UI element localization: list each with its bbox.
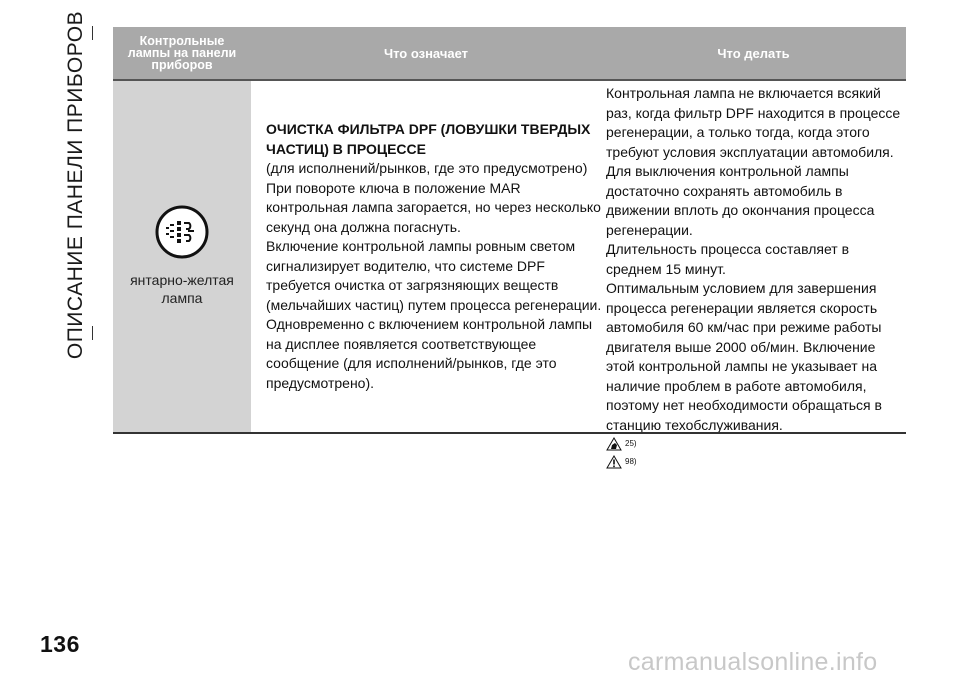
watermark: carmanualsonline.info <box>628 648 878 676</box>
warning-triangle-icon <box>606 455 622 469</box>
action-paragraph: Для выключения контрольной лампы достаточно сохранять автомобиль в движении вплоть до окончания процесса регенерации. <box>606 163 875 238</box>
lamp-color-label: янтарно-желтая лампа <box>130 272 234 306</box>
lamp-cell <box>113 81 251 432</box>
side-title-rule-bottom <box>92 326 93 340</box>
dpf-filter-icon <box>154 204 210 260</box>
table-bottom-rule <box>113 432 906 434</box>
meaning-cell <box>266 120 606 393</box>
action-paragraph: Оптимальным условием для завершения процесса регенерации является скорость автомобиля 60 км/час при режиме работы двигателя выше 2000 об/мин. Включение этой контрольной лампы не указывает на наличие проблем в работе автомобиля, поэтому нет необходимости обращаться в станцию техобслуживания. <box>606 280 882 433</box>
header-action: Что делать <box>717 45 790 61</box>
page-number: 136 <box>40 631 80 657</box>
meaning-paragraph: Одновременно с включением контрольной лампы на дисплее появляется соответствующее сообщение (для исполнений/рынков, где это предусмотрено). <box>266 316 593 391</box>
header-meaning: Что означает <box>383 45 469 61</box>
reference-warning <box>606 453 904 471</box>
action-paragraph: Длительность процесса составляет в среднем 15 минут. <box>606 241 850 277</box>
meaning-heading: ОЧИСТКА ФИЛЬТРА DPF (ЛОВУШКИ ТВЕРДЫХ ЧАСТИЦ) В ПРОЦЕССЕ <box>266 121 591 157</box>
section-title-text: ОПИСАНИЕ ПАНЕЛИ ПРИБОРОВ <box>64 10 87 360</box>
section-title <box>58 10 94 360</box>
reference-caution <box>606 435 904 453</box>
meaning-paragraph: При повороте ключа в положение MAR контрольная лампа загорается, но через несколько секунд она должна погаснуть. <box>266 179 601 235</box>
caution-hand-icon <box>606 437 622 451</box>
action-cell <box>606 84 904 471</box>
reference-caution-number: 25) <box>625 439 637 448</box>
reference-warning-number: 98) <box>625 457 637 466</box>
meaning-paragraph: Включение контрольной лампы ровным светом сигнализирует водителю, что системе DPF требуется очистка от загрязняющих веществ (мельчайших частиц) путем процесса регенерации. <box>266 238 602 313</box>
header-lamps: Контрольные лампы на панели приборов <box>127 34 237 72</box>
meaning-paragraph: (для исполнений/рынков, где это предусмотрено) <box>266 160 588 176</box>
action-paragraph: Контрольная лампа не включается всякий раз, когда фильтр DPF находится в процессе регенерации, а только тогда, когда этого требуют условия эксплуатации автомобиля. <box>606 85 901 160</box>
table-header <box>113 27 906 81</box>
